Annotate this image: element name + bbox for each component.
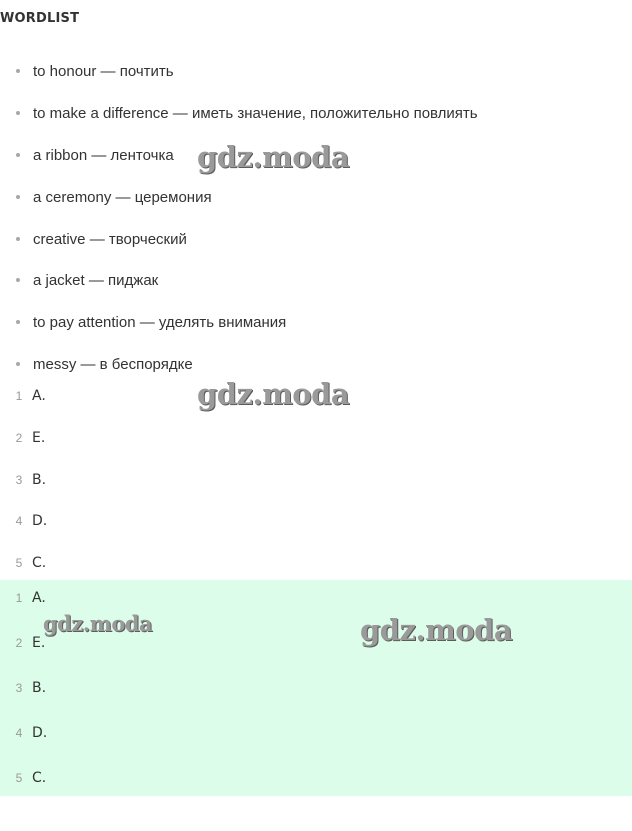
watermark: gdz.moda — [197, 140, 350, 174]
answer-row — [14, 384, 46, 408]
bullet-icon — [16, 69, 20, 73]
answer-letter: B. — [32, 472, 47, 488]
wordlist-item — [0, 227, 187, 251]
answer-number: 2 — [15, 636, 23, 650]
highlighted-answer-row — [14, 721, 47, 745]
answer-letter: A. — [32, 388, 46, 404]
wordlist-item-text: to make a difference — иметь значение, положительно повлиять — [33, 104, 478, 122]
watermark: gdz.moda — [197, 377, 350, 411]
answer-row — [14, 426, 45, 450]
answer-number: 1 — [15, 591, 23, 605]
wordlist-item-text: a jacket — пиджак — [33, 271, 159, 289]
bullet-icon — [16, 320, 20, 324]
answer-letter: E. — [32, 635, 46, 651]
watermark: gdz.moda — [43, 611, 153, 636]
watermark: gdz.moda — [360, 613, 513, 647]
answer-number: 4 — [15, 514, 23, 528]
answer-number: 5 — [15, 556, 23, 570]
answer-letter: C. — [32, 770, 47, 786]
bullet-icon — [16, 153, 20, 157]
bullet-icon — [16, 278, 20, 282]
bullet-icon — [16, 362, 20, 366]
answer-letter: D. — [32, 513, 48, 529]
wordlist-item-text: to honour — почтить — [33, 62, 174, 80]
wordlist-item-text: a ceremony — церемония — [33, 188, 212, 206]
highlighted-answer-row — [14, 676, 46, 700]
answer-letter: B. — [32, 680, 47, 696]
answer-letter: D. — [32, 725, 48, 741]
highlighted-answer-row — [14, 766, 46, 790]
wordlist-item — [0, 185, 212, 209]
wordlist-title: WORDLIST — [0, 11, 80, 26]
answer-number: 5 — [15, 771, 23, 785]
answer-number: 2 — [15, 431, 23, 445]
answer-number: 4 — [15, 726, 23, 740]
wordlist-item-text: messy — в беспорядке — [33, 355, 193, 373]
bullet-icon — [16, 237, 20, 241]
answer-number: 3 — [15, 473, 23, 487]
wordlist-item — [0, 268, 158, 292]
bullet-icon — [16, 195, 20, 199]
wordlist — [0, 0, 632, 380]
answer-letter: E. — [32, 430, 46, 446]
wordlist-item-text: creative — творческий — [33, 230, 187, 248]
wordlist-item — [0, 310, 286, 334]
wordlist-item — [0, 101, 478, 125]
answer-letter: C. — [32, 555, 47, 571]
answer-row — [14, 551, 46, 575]
wordlist-item — [0, 143, 174, 167]
highlighted-answer-row — [14, 586, 46, 610]
wordlist-item — [0, 352, 193, 376]
answer-row — [14, 468, 46, 492]
wordlist-item-text: to pay attention — уделять внимания — [33, 313, 287, 331]
wordlist-item-text: a ribbon — ленточка — [33, 146, 174, 164]
answer-row — [14, 509, 47, 533]
highlighted-answer-row — [14, 631, 45, 655]
bullet-icon — [16, 111, 20, 115]
wordlist-item — [0, 59, 174, 83]
answer-number: 1 — [15, 389, 23, 403]
answer-letter: A. — [32, 590, 46, 606]
answer-number: 3 — [15, 681, 23, 695]
